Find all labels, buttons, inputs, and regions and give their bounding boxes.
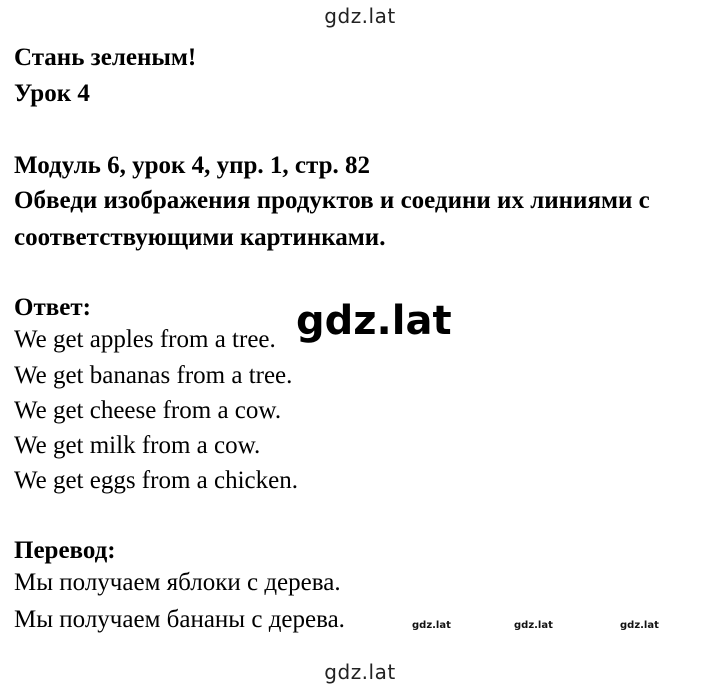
translation-line: Мы получаем бананы с дерева.: [14, 606, 345, 633]
watermark-center: gdz.lat: [296, 298, 452, 344]
answer-line: We get cheese from a cow.: [14, 397, 282, 424]
watermark-bottom: gdz.lat: [324, 660, 396, 684]
answer-heading: Ответ:: [14, 294, 91, 321]
lesson-label: Урок 4: [14, 80, 90, 107]
watermark-top: gdz.lat: [324, 4, 396, 28]
answer-line: We get apples from a tree.: [14, 326, 276, 353]
task-reference: Модуль 6, урок 4, упр. 1, стр. 82: [14, 152, 371, 179]
page-title: Стань зеленым!: [14, 44, 197, 71]
watermark-small: gdz.lat: [412, 620, 451, 631]
watermark-small: gdz.lat: [620, 620, 659, 631]
task-instruction-line-2: соответствующими картинками.: [14, 224, 386, 251]
translation-line: Мы получаем яблоки с дерева.: [14, 569, 341, 596]
answer-line: We get eggs from a chicken.: [14, 467, 298, 494]
answer-line: We get milk from a cow.: [14, 432, 261, 459]
translation-heading: Перевод:: [14, 537, 116, 564]
answer-line: We get bananas from a tree.: [14, 362, 293, 389]
watermark-small: gdz.lat: [514, 620, 553, 631]
task-instruction-line-1: Обведи изображения продуктов и соедини их линиями с: [14, 187, 650, 214]
